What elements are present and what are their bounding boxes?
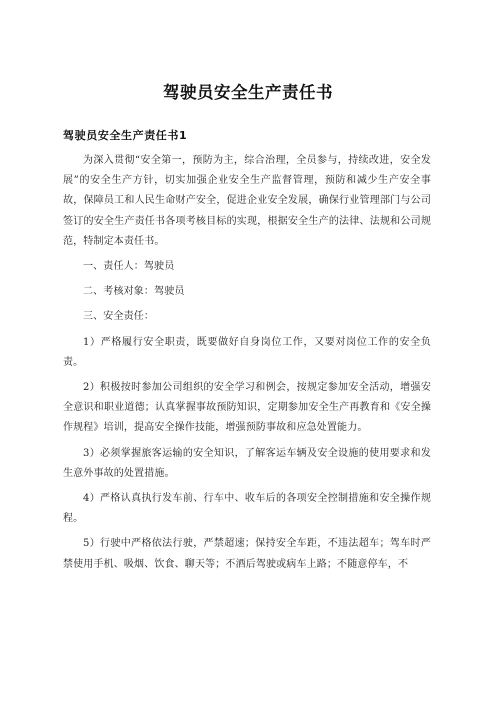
section-heading: 驾驶员安全生产责任书1: [63, 129, 188, 142]
paragraph-responsible-person: 一、责任人：驾驶员: [83, 261, 175, 273]
paragraph-item-3: 3）必须掌握旅客运输的安全知识，了解客运车辆及安全设施的使用要求和发生意外事故的处置措施。: [63, 447, 431, 479]
paragraph-item-5: 5）行驶中严格依法行驶，严禁超速；保持安全车距，不违法超车；驾车时严禁使用手机、吸烟、饮食、聊天等；不酒后驾驶或病车上路；不随意停车，不: [63, 538, 431, 570]
paragraph-item-2: 2）积极按时参加公司组织的安全学习和例会，按规定参加安全活动，增强安全意识和职业道德；认真掌握事故预防知识，定期参加安全生产再教育和《安全操作规程》培训，提高安全操作技能，增强预防事故和应急处置能力。: [63, 382, 431, 434]
paragraph-intro: 为深入贯彻“安全第一，预防为主，综合治理，全员参与，持续改进，安全发展”的安全生产方针，切实加强企业安全生产监督管理，预防和减少生产安全事故，保障员工和人民生命财产安全，促进企业安全发展，确保行业管理部门与公司签订的安全生产责任书各项考核目标的实现，根据安全生产的法律、法规和公司规范，特制定本责任书。: [63, 155, 431, 247]
paragraph-assessment-target: 二、考核对象：驾驶员: [83, 286, 185, 298]
paragraph-item-4: 4）严格认真执行发车前、行车中、收车后的各项安全控制措施和安全操作规程。: [63, 493, 431, 525]
document-title: 驾驶员安全生产责任书: [163, 83, 333, 102]
paragraph-safety-responsibility: 三、安全责任：: [83, 311, 155, 323]
document-body: [63, 151, 431, 580]
paragraph-item-1: 1）严格履行安全职责，既要做好自身岗位工作，又要对岗位工作的安全负责。: [63, 336, 431, 368]
